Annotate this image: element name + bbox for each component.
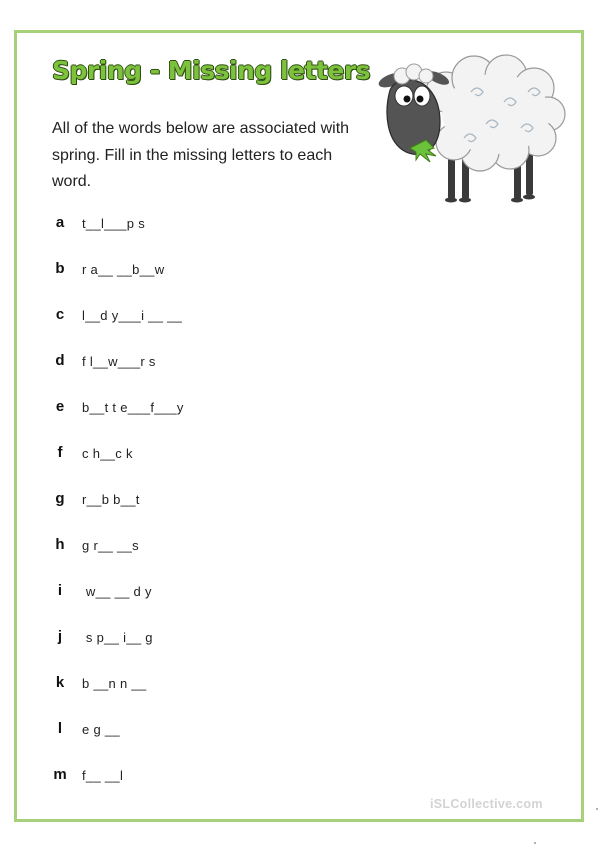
item-letter: d xyxy=(55,352,65,369)
item-word: e g __ xyxy=(82,722,120,737)
item-letter: l xyxy=(57,720,63,737)
item-word: g r__ __s xyxy=(82,538,139,553)
item-word: s p__ i__ g xyxy=(82,630,153,645)
item-word: t__l___p s xyxy=(82,216,145,231)
item-word: r a__ __b__w xyxy=(82,262,165,277)
item-letter: c xyxy=(55,306,65,323)
item-word: c h__c k xyxy=(82,446,133,461)
item-word: f__ __l xyxy=(82,768,124,783)
item-word: r__b b__t xyxy=(82,492,140,507)
watermark: iSLCollective.com xyxy=(430,797,543,811)
decorative-dot xyxy=(534,842,536,844)
item-word: f l__w___r s xyxy=(82,354,156,369)
item-word: b __n n __ xyxy=(82,676,147,691)
sheep-wool xyxy=(426,55,565,171)
item-letter: i xyxy=(57,582,63,599)
item-letter: k xyxy=(55,674,65,691)
item-word: l__d y___i __ __ xyxy=(82,308,183,323)
item-letter: j xyxy=(57,628,63,645)
item-word: w__ __ d y xyxy=(82,584,152,599)
decorative-dot xyxy=(596,808,598,810)
item-letter: a xyxy=(55,214,65,231)
item-word: b__t t e___f___y xyxy=(82,400,184,415)
item-letter: h xyxy=(55,536,65,553)
item-letter: g xyxy=(55,490,65,507)
item-letter: b xyxy=(55,260,65,277)
page-title: Spring - Missing letters xyxy=(52,56,371,85)
item-letter: f xyxy=(57,444,63,461)
instructions-text: All of the words below are associated with spring. Fill in the missing letters to each word. xyxy=(52,120,350,190)
item-letter: e xyxy=(55,398,65,415)
item-letter: m xyxy=(53,766,67,783)
sheep-icon xyxy=(376,52,566,204)
